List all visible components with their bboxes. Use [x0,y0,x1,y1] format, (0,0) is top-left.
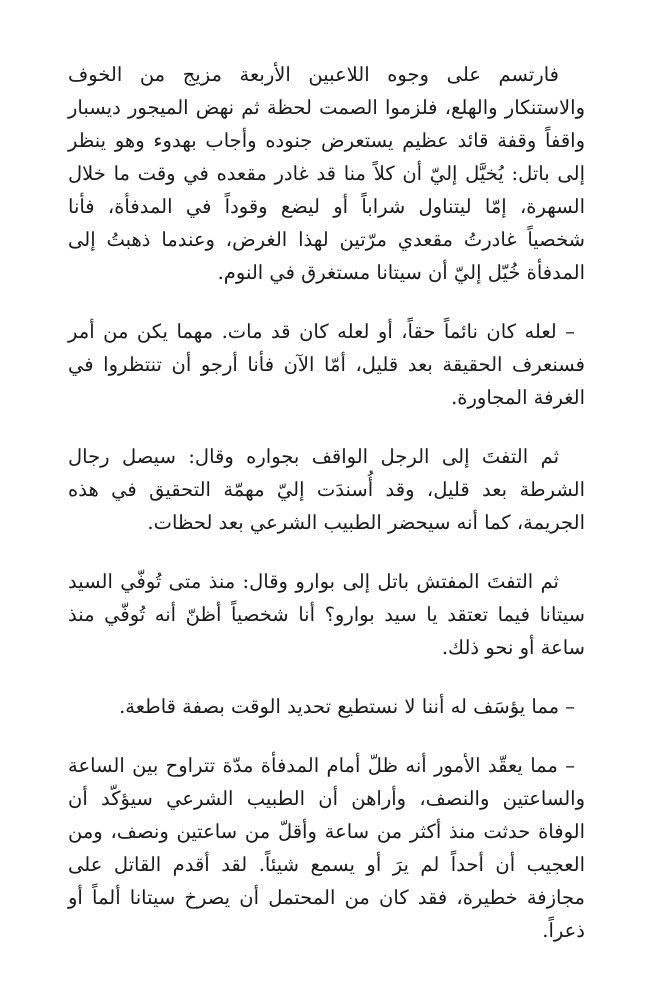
paragraph-dialogue-3: – مما يعقّد الأمور أنه ظلّ أمام المدفأة مدّة تتراوح بين الساعة والساعتين والنصف، وأراهن أن الطبيب الشرعي سيؤكّد أن الوفاة حدثت منذ أكثر من ساعة وأقلّ من ساعتين ونصف، ومن العجيب أن أحداً لم يرَ أو يسمع شيئاً. لقد أقدم القاتل على مجازفة خطيرة، فقد كان من المحتمل أن يصرخ سيتانا ألماً أو ذعراً. [68,754,585,942]
paragraph-narration-2: ثم التفتَ إلى الرجل الواقف بجواره وقال: سيصل رجال الشرطة بعد قليل، وقد أُسندَت إليّ مهمّة التحقيق في هذه الجريمة، كما أنه سيحضر الطبيب الشرعي بعد لحظات. [68,445,585,534]
paragraph-narration-3: ثم التفتَ المفتش باتل إلى بوارو وقال: منذ متى تُوفّي السيد سيتانا فيما تعتقد يا سيد بوارو؟ أنا شخصياً أظنّ أنه تُوفّي منذ ساعة أو نحو ذلك. [68,570,585,659]
paragraph-narration-1: فارتسم على وجوه اللاعبين الأربعة مزيج من الخوف والاستنكار والهلع، فلزموا الصمت لحظة ثم نهض الميجور ديسبار واقفاً وقفة قائد عظيم يستعرض جنوده وأجاب بهدوء وهو ينظر إلى باتل: يُخيَّل إليّ أن كلاً منا قد غادر مقعده في وقت ما خلال السهرة، إمّا ليتناول شراباً أو ليضع وقوداً في المدفأة، فأنا شخصياً غادرتُ مقعدي مرّتين لهذا الغرض، وعندما ذهبتُ إلى المدفأة خُيّل إليّ أن سيتانا مستغرق في النوم. [68,63,585,284]
paragraph-dialogue-2: – مما يؤسَف له أننا لا نستطيع تحديد الوقت بصفة قاطعة. [119,695,575,718]
paragraph-dialogue-1: – لعله كان نائماً حقاً، أو لعله كان قد مات. مهما يكن من أمر فسنعرف الحقيقة بعد قليل، أمّا الآن فأنا أرجو أن تنتظروا في الغرفة المجاورة. [68,320,585,409]
